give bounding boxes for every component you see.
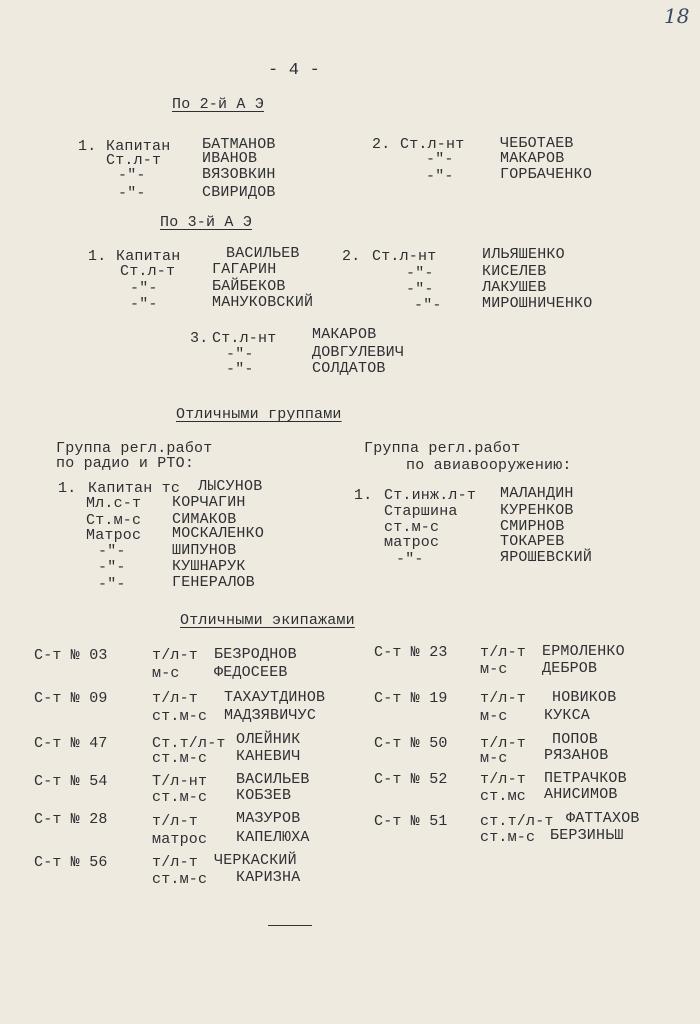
person-name: МАДЗЯВИЧУС <box>224 707 317 724</box>
person-name: ГЕНЕРАЛОВ <box>172 574 255 591</box>
section-3ae-left-num: 1. <box>88 248 107 265</box>
person-name: ОЛЕЙНИК <box>236 731 301 748</box>
person-name: ЧЕБОТАЕВ <box>500 135 574 152</box>
person-name: МАКАРОВ <box>312 326 377 343</box>
rank: т/л-т <box>480 690 527 707</box>
rank: Мл.с-т <box>86 495 142 512</box>
rank: ст.м-с <box>152 871 208 888</box>
craft-number: С-т № 03 <box>34 647 108 664</box>
rank: -"- <box>130 296 158 313</box>
rank: -"- <box>226 346 254 363</box>
rank: ст.м-с <box>152 789 208 806</box>
person-name: ИВАНОВ <box>202 150 258 167</box>
person-name: СОЛДАТОВ <box>312 360 386 377</box>
rank: ст.м-с <box>384 519 440 536</box>
craft-number: С-т № 52 <box>374 771 448 788</box>
rank: -"- <box>406 265 434 282</box>
right-group-heading: Группа регл.работ <box>364 440 521 457</box>
left-group-num: 1. <box>58 480 77 497</box>
person-name: НОВИКОВ <box>552 689 617 706</box>
section-3ae-right-num: 2. <box>342 248 361 265</box>
section-3ae-title: По 3-й А Э <box>160 214 253 231</box>
rank: Т/л-нт <box>152 773 208 790</box>
rank: м-с <box>480 661 508 678</box>
person-name: ПОПОВ <box>552 731 599 748</box>
closing-rule <box>268 925 312 926</box>
person-name: ВЯЗОВКИН <box>202 166 276 183</box>
rank: ст.мс <box>480 788 527 805</box>
person-name: ИЛЬЯШЕНКО <box>482 246 565 263</box>
person-name: КУШНАРУК <box>172 558 246 575</box>
person-name: РЯЗАНОВ <box>544 747 609 764</box>
rank: т/л-т <box>152 813 199 830</box>
rank: Ст.л-т <box>120 263 176 280</box>
rank: Ст.м-с <box>86 512 142 529</box>
right-group-num: 1. <box>354 487 373 504</box>
rank: т/л-т <box>152 647 199 664</box>
person-name: БАТМАНОВ <box>202 136 276 153</box>
craft-number: С-т № 50 <box>374 735 448 752</box>
person-name: ВАСИЛЬЕВ <box>236 771 310 788</box>
section-3ae-third-num: 3. <box>190 330 209 347</box>
rank: Ст.т/л-т <box>152 735 226 752</box>
right-group-heading: по авиавооружению: <box>406 457 572 474</box>
person-name: КОРЧАГИН <box>172 494 246 511</box>
rank: Старшина <box>384 503 458 520</box>
craft-number: С-т № 09 <box>34 690 108 707</box>
craft-number: С-т № 19 <box>374 690 448 707</box>
rank: Матрос <box>86 527 142 544</box>
person-name: МАКАРОВ <box>500 150 565 167</box>
rank: Капитан <box>106 138 171 155</box>
rank: т/л-т <box>480 771 527 788</box>
rank: т/л-т <box>152 854 199 871</box>
person-name: ЛАКУШЕВ <box>482 279 547 296</box>
rank: Ст.л-т <box>106 152 162 169</box>
person-name: АНИСИМОВ <box>544 786 618 803</box>
person-name: СВИРИДОВ <box>202 184 276 201</box>
rank: -"- <box>406 281 434 298</box>
left-group-heading: по радио и РТО: <box>56 455 195 472</box>
person-name: МАЛАНДИН <box>500 485 574 502</box>
rank: -"- <box>426 168 454 185</box>
rank: -"- <box>118 167 146 184</box>
rank: -"- <box>426 151 454 168</box>
section-2ae-title: По 2-й А Э <box>172 96 265 113</box>
person-name: ЯРОШЕВСКИЙ <box>500 549 593 566</box>
person-name: БЕЗРОДНОВ <box>214 646 297 663</box>
person-name: МАЗУРОВ <box>236 810 301 827</box>
rank: м-с <box>152 665 180 682</box>
person-name: ВАСИЛЬЕВ <box>226 245 300 262</box>
person-name: МАНУКОВСКИЙ <box>212 294 314 311</box>
handwritten-page-number: 18 <box>664 4 690 28</box>
rank: ст.м-с <box>152 708 208 725</box>
rank: Ст.л-нт <box>372 248 437 265</box>
section-2ae-right-num: 2. <box>372 136 391 153</box>
person-name: БАЙБЕКОВ <box>212 278 286 295</box>
person-name: ТОКАРЕВ <box>500 533 565 550</box>
person-name: ФЕДОСЕЕВ <box>214 664 288 681</box>
person-name: КУРЕНКОВ <box>500 502 574 519</box>
person-name: ДЕБРОВ <box>542 660 598 677</box>
person-name: ФАТТАХОВ <box>566 810 640 827</box>
person-name: КУКСА <box>544 707 591 724</box>
craft-number: С-т № 47 <box>34 735 108 752</box>
person-name: КАРИЗНА <box>236 869 301 886</box>
person-name: ЧЕРКАСКИЙ <box>214 852 297 869</box>
person-name: ГАГАРИН <box>212 261 277 278</box>
rank: м-с <box>480 750 508 767</box>
page-label: - 4 - <box>268 61 321 80</box>
person-name: СИМАКОВ <box>172 511 237 528</box>
person-name: МИРОШНИЧЕНКО <box>482 295 593 312</box>
rank: матрос <box>384 534 440 551</box>
section-2ae-left-num: 1. <box>78 138 97 155</box>
rank: -"- <box>118 185 146 202</box>
person-name: СМИРНОВ <box>500 518 565 535</box>
rank: матрос <box>152 831 208 848</box>
rank: -"- <box>98 543 126 560</box>
rank: -"- <box>226 361 254 378</box>
rank: т/л-т <box>480 644 527 661</box>
rank: ст.м-с <box>480 829 536 846</box>
person-name: ЕРМОЛЕНКО <box>542 643 625 660</box>
crews-title: Отличными экипажами <box>180 612 355 629</box>
craft-number: С-т № 28 <box>34 811 108 828</box>
person-name: КАПЕЛЮХА <box>236 829 310 846</box>
left-group-heading: Группа регл.работ <box>56 440 213 457</box>
rank: -"- <box>98 576 126 593</box>
rank: Ст.л-нт <box>212 330 277 347</box>
rank: м-с <box>480 708 508 725</box>
rank: ст.т/л-т <box>480 813 554 830</box>
groups-title: Отличными группами <box>176 406 342 423</box>
person-name: ДОВГУЛЕВИЧ <box>312 344 405 361</box>
craft-number: С-т № 23 <box>374 644 448 661</box>
rank: -"- <box>414 297 442 314</box>
rank: Ст.инж.л-т <box>384 487 477 504</box>
rank: т/л-т <box>152 690 199 707</box>
rank: -"- <box>98 559 126 576</box>
person-name: КОБЗЕВ <box>236 787 292 804</box>
person-name: ШИПУНОВ <box>172 542 237 559</box>
rank: -"- <box>130 280 158 297</box>
person-name: БЕРЗИНЬШ <box>550 827 624 844</box>
rank: ст.м-с <box>152 750 208 767</box>
person-name: КАНЕВИЧ <box>236 748 301 765</box>
rank: Капитан тс <box>88 480 181 497</box>
craft-number: С-т № 56 <box>34 854 108 871</box>
person-name: КИСЕЛЕВ <box>482 263 547 280</box>
craft-number: С-т № 54 <box>34 773 108 790</box>
craft-number: С-т № 51 <box>374 813 448 830</box>
person-name: ТАХАУТДИНОВ <box>224 689 326 706</box>
rank: -"- <box>396 551 424 568</box>
person-name: ЛЫСУНОВ <box>198 478 263 495</box>
rank: Ст.л-нт <box>400 136 465 153</box>
rank: Капитан <box>116 248 181 265</box>
person-name: ГОРБАЧЕНКО <box>500 166 593 183</box>
person-name: МОСКАЛЕНКО <box>172 525 265 542</box>
rank: т/л-т <box>480 735 527 752</box>
person-name: ПЕТРАЧКОВ <box>544 770 627 787</box>
